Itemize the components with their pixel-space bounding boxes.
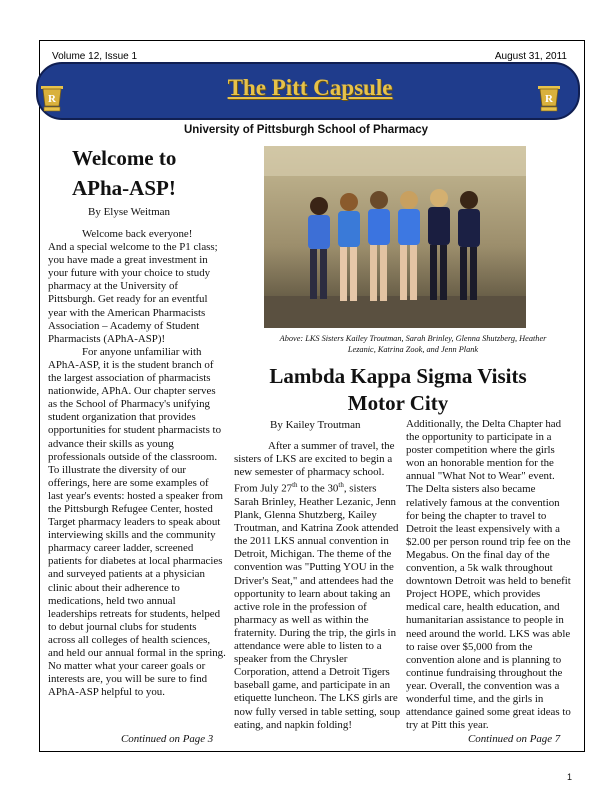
paragraph: Welcome back everyone! — [82, 228, 193, 240]
rx-mortar-pestle-icon — [40, 86, 64, 112]
headline-line: Motor City — [347, 391, 449, 415]
newsletter-title: The Pitt Capsule — [227, 75, 393, 100]
article-body-lks-col2 — [406, 418, 571, 732]
issue-volume: Volume 12, Issue 1 — [52, 51, 138, 62]
article-headline-apha — [72, 143, 202, 203]
issue-date: August 31, 2011 — [494, 51, 567, 62]
group-photo — [264, 146, 526, 328]
headline-line: Welcome to — [72, 146, 177, 170]
text-run: to the 30 — [297, 482, 339, 495]
article-body-apha — [48, 228, 226, 699]
paragraph — [234, 440, 402, 732]
headline-line: Lambda Kappa Sigma Visits — [269, 364, 527, 388]
photo-caption: Above: LKS Sisters Kailey Troutman, Sarah Brinley, Glenna Shutzberg, Heather Lezanic, Katrina Zook, and Jenn Plank — [279, 334, 547, 354]
svg-text:R: R — [48, 93, 56, 105]
text-run: After a summer of travel, the sisters of LKS are excited to begin a new semester of pharmacy school. From July 27 — [234, 440, 395, 495]
continued-note: Continued on Page 7 — [468, 733, 561, 745]
page-number: 1 — [566, 772, 572, 782]
paragraph: Additionally, the Delta Chapter had the opportunity to participate in a poster competition where the girls won an honorable mention for the annual "What Not to Wear" event. The Delta sisters also became relatively famous at the convention for being the chapter to travel to Detroit the least expensively with a $2.00 per person round trip fee on the Megabus. On the final day of the convention, a 5k walk throughout downtown Detroit was held to benefit Project HOPE, which provides medical care, health education, and humanitarian assistance to people in need around the world. LKS was able to raise over $5,000 from the convention alone and is planning to continue fundraising throughout the year. Overall, the convention was a wonderful time, and the girls in attendance gained some great ideas to try at Pitt this year. — [406, 418, 571, 732]
paragraph: And a special welcome to the P1 class; you have made a great investment in your future with your choice to study pharmacy at the University of Pittsburgh. Get ready for an eventful year with the American Pharmacists Association – Academy of Student Pharmacists (APhA-ASP)! — [48, 241, 218, 345]
superscript: th — [338, 481, 344, 490]
text-run: , sisters Sarah Brinley, Heather Lezanic, Jenn Plank, Glenna Shutzberg, Kailey Troutman, and Katrina Zook attended the 2011 LKS annual convention in Detroit, Michigan. The theme of the convention was "Putting YOU in the Driver's Seat," and attendees had the opportunity to learn about taking an active role in the profession of pharmacy as well as within the fraternity. During the trip, the girls in attendance were able to listen to a speaker from the Chrysler Corporation, attend a Detroit Tigers baseball game, and participate in an etiquette luncheon. The LKS girls are now fully versed in table setting, soup eating, and napkin folding! — [234, 482, 401, 731]
rx-mortar-pestle-icon — [537, 86, 561, 112]
group-photo-image — [264, 146, 526, 328]
article-byline: By Kailey Troutman — [270, 419, 361, 431]
school-subtitle: University of Pittsburgh School of Pharmacy — [183, 124, 429, 136]
article-body-lks-col1 — [234, 440, 402, 732]
article-headline-lks — [234, 363, 562, 417]
paragraph: For anyone unfamiliar with APhA-ASP, it is the student branch of the largest association of pharmacists nationwide, APhA. Our chapter serves as the School of Pharmacy's unifying student organization that provides opportunities for student pharmacists to advance their skills as young professionals outside of the classroom. To illustrate the diversity of our offerings, here are some examples of last year's events: hosted a speaker from the Pittsburgh Refugee Center, hosted Target pharmacy leaders to speak about interviewing skills and the community pharmacy career ladder, screened patients for diabetes at local pharmacies and surveyed patients at a physician clinic about their adherence to medications, held two annual leaderships retreats for students, helped to debut journal clubs for students across all colleges of health sciences, and held our annual formal in the spring. No matter what your career goals or interests are, you will be sure to find APhA-ASP helpful to you. — [48, 345, 226, 699]
article-byline: By Elyse Weitman — [88, 206, 171, 218]
svg-text:R: R — [545, 93, 553, 105]
continued-note: Continued on Page 3 — [121, 733, 214, 745]
masthead-banner — [36, 62, 580, 120]
headline-line: APha-ASP! — [72, 176, 176, 200]
superscript: th — [292, 481, 298, 490]
